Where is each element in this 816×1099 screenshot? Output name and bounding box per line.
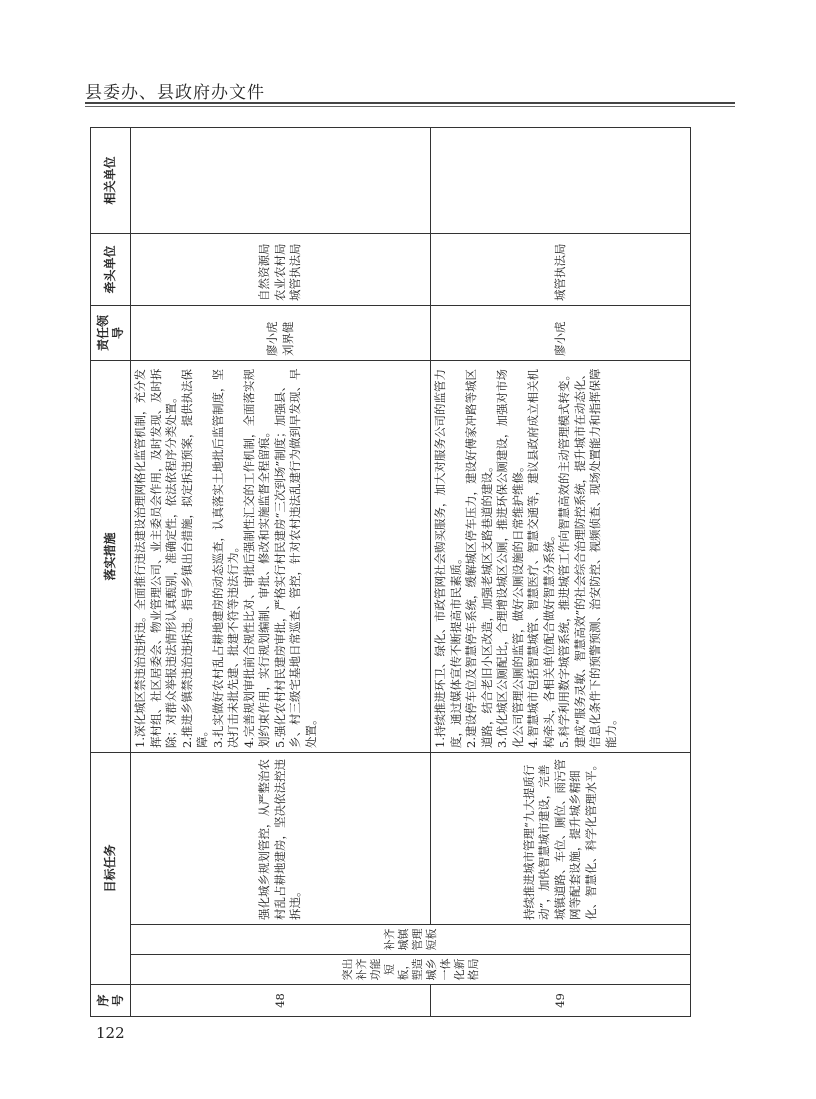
col-header-measures: 落实措施	[91, 360, 131, 752]
leader-cell: 廖小虎 刘界健	[131, 305, 431, 360]
measure-item: 1.深化城区禁违治违拆违。全面推行违法建设治理网格化监管机制，充分发挥村组、社区居委会、物业管理公司、业主委员会作用，及时发现、及时拆除；对群众举报违法情形认真甄别，准确定性，依法依程序分类处置。	[133, 368, 178, 748]
col-header-lead-unit: 牵头单位	[91, 233, 131, 305]
measure-item: 5.强化农村村民建房审批，严格实行村民建房“三次到场”制度；加强县、乡、村三级宅基地日常巡查、管控，针对农村违法乱建行为做到早发现、早处置。	[272, 368, 318, 748]
subcategory-cell: 补齐城镇管理短板	[131, 925, 691, 955]
task-table	[90, 127, 691, 1017]
measure-item: 3.扎实做好农村乱占耕地建房的动态巡查，认真落实土地批后监管制度，坚决打击未批先建、批建不符等违法行为。	[210, 369, 240, 748]
measure-item: 2.推进乡镇禁违治违拆违。指导乡镇出台措施，拟定拆违预案，提供执法保障。	[179, 369, 209, 748]
measure-item: 3.优化城区公厕配比，合理增设城区公厕，推进环保公厕建设，加强对市场化公司管理公厕的监管，做好公厕设施的日常维护维修。	[495, 369, 525, 748]
measure-item: 2.建设停车位及智慧停车系统，缓解城区停车压力，建设好傅家冲路等城区道路，结合老旧小区改造，加强老城区支路巷道的建设。	[464, 369, 494, 748]
row-number: 48	[131, 985, 431, 1017]
category-cell: 突出补齐功能短板，塑造城乡一体化新格局	[131, 955, 691, 985]
col-header-task: 目标任务	[91, 752, 131, 984]
table-header-row	[91, 127, 131, 1016]
measure-item: 4.完善规划审批前合规性比对、审批后强制性汇交的工作机制，全面落实规划约束作用，实行规划编制、审批、修改和实施监督全程留痕。	[241, 369, 271, 748]
task-table-rotated	[90, 128, 691, 1017]
task-cell: 持续推进城市管理“九大提质行动”，加快智慧城市建设，完善城镇道路、车位、厕位、雨污管网等配套设施，提升城乡精细化、智慧化、科学化管理水平。	[431, 752, 691, 924]
lead-unit-cell: 城管执法局	[431, 233, 691, 305]
task-cell: 强化城乡规划管控，从严整治农村乱占耕地建房，坚决依法控违拆违。	[131, 752, 431, 924]
col-header-no: 序号	[91, 985, 131, 1017]
table-row	[431, 127, 691, 1016]
page-number: 122	[96, 1024, 125, 1042]
document-header: 县委办、县政府办文件	[85, 83, 265, 103]
related-cell	[431, 127, 691, 233]
col-header-related: 相关单位	[91, 127, 131, 233]
measure-item: 4.智慧城市包括智慧城管、智慧医疗、智慧交通等，建议县政府成立相关机构牵头，各相关单位配合做好智慧分系统。	[526, 369, 556, 748]
table-row	[131, 127, 431, 1016]
measure-item: 5.科学利用数字城管系统，推进城管工作向智慧高效的主动管理模式转变。建成“服务灵敏、智慧高效”的社会综合治理防控系统，提升城市在动态化、信息化条件下的预警预测、治安防控、视频侦查、现场处置能力和指挥保障能力。	[557, 368, 618, 748]
header-rule-thin	[85, 106, 735, 107]
related-cell	[131, 127, 431, 233]
row-number: 49	[431, 985, 691, 1017]
leader-cell: 廖小虎	[431, 305, 691, 360]
measure-item: 1.持续推进环卫、绿化、市政管网社会购买服务，加大对服务公司的监管力度，通过媒体宣传不断提高市民素质。	[433, 369, 463, 748]
col-header-leader: 责任领导	[91, 305, 131, 360]
header-rule	[85, 102, 735, 104]
lead-unit-cell: 自然资源局 农业农村局 城管执法局	[131, 233, 431, 305]
measures-cell	[131, 360, 431, 752]
measures-cell	[431, 360, 691, 752]
